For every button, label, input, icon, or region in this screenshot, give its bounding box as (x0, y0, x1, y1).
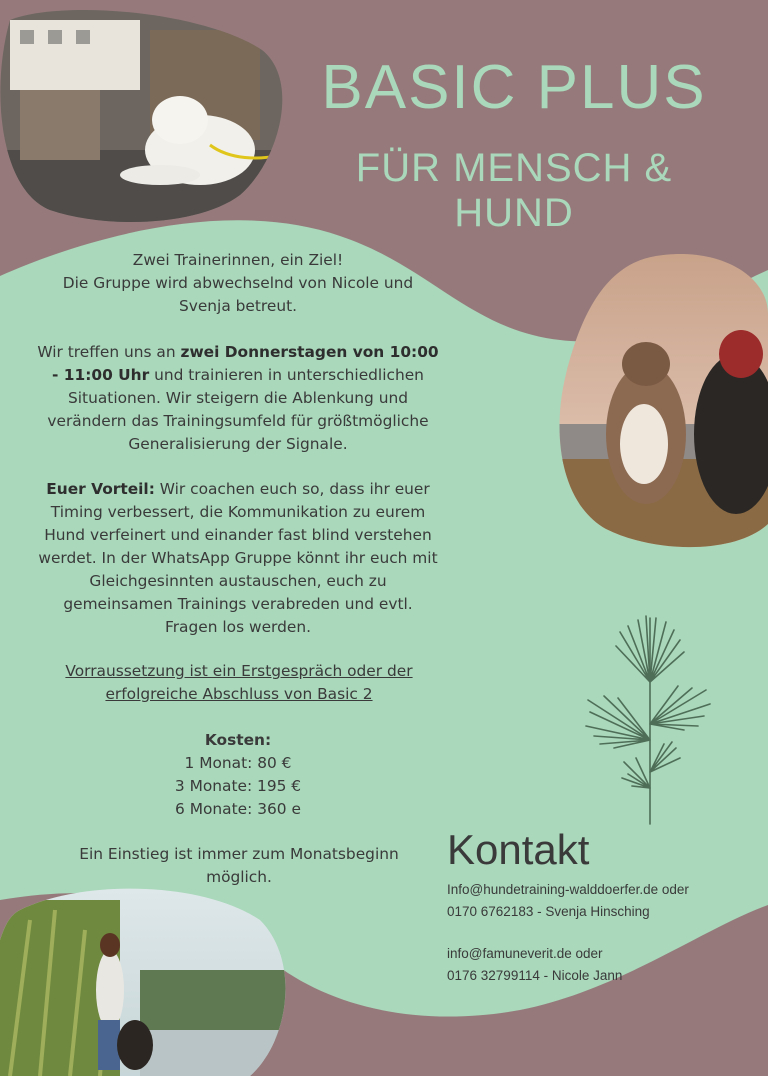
pine-branch-icon (580, 612, 716, 827)
contact-phone-nicole[interactable]: 0176 32799114 - Nicole Jann (447, 968, 623, 983)
intro-line: Svenja betreut. (178, 297, 298, 315)
contact-email-nicole[interactable]: info@famuneverit.de oder (447, 946, 603, 961)
costs-section (36, 729, 440, 821)
costs-heading: Kosten: (204, 731, 272, 749)
cost-item: 1 Monat: 80 € (184, 754, 292, 772)
intro-line: Die Gruppe wird abwechselnd von Nicole und (62, 274, 414, 292)
photo-woman-walking-dog (0, 880, 290, 1076)
photo-white-dog-cafe (0, 10, 288, 226)
page-subtitle: FÜR MENSCH & HUND (355, 146, 673, 235)
cost-item: 3 Monate: 195 € (174, 777, 302, 795)
intro-line: Zwei Trainerinnen, ein Ziel! (132, 251, 344, 269)
photo-dog-and-woman-sunset (556, 254, 768, 550)
schedule-paragraph (36, 341, 440, 456)
schedule-suffix: und trainieren in unterschiedlichen Situationen. Wir steigern die Ablenkung und verändern das Trainingsumfeld für größtmögliche Generalisierung der Signale. (47, 366, 429, 453)
schedule-time: zwei Donnerstagen von 10:00 - 11:00 Uhr (52, 343, 439, 384)
contact-phone-svenja[interactable]: 0170 6762183 - Svenja Hinsching (447, 904, 650, 919)
entry-note: Ein Einstieg ist immer zum Monatsbeginn möglich. (79, 845, 399, 886)
advantage-text: Wir coachen euch so, dass ihr euer Timing verbessert, die Kommunikation zu eurem Hund verfeinert und einander fast blind verstehen werdet. In der WhatsApp Gruppe könnt ihr euch mit Gleichgesinnten austauschen, euch zu gemeinsamen Trainings verabreden und evtl. Fragen los werden. (38, 480, 438, 636)
contact-email-svenja[interactable]: Info@hundetraining-walddoerfer.de oder (447, 882, 689, 897)
page-title: BASIC PLUS (321, 53, 707, 122)
cost-item: 6 Monate: 360 e (175, 800, 301, 818)
intro-paragraph (36, 249, 440, 318)
requirement-note: Vorraussetzung ist ein Erstgespräch oder der erfolgreiche Abschluss von Basic 2 (65, 662, 413, 703)
contact-title: Kontakt (447, 826, 590, 873)
advantage-label: Euer Vorteil: (46, 480, 155, 498)
advantage-paragraph (36, 478, 440, 639)
schedule-prefix: Wir treffen uns an (37, 343, 181, 361)
